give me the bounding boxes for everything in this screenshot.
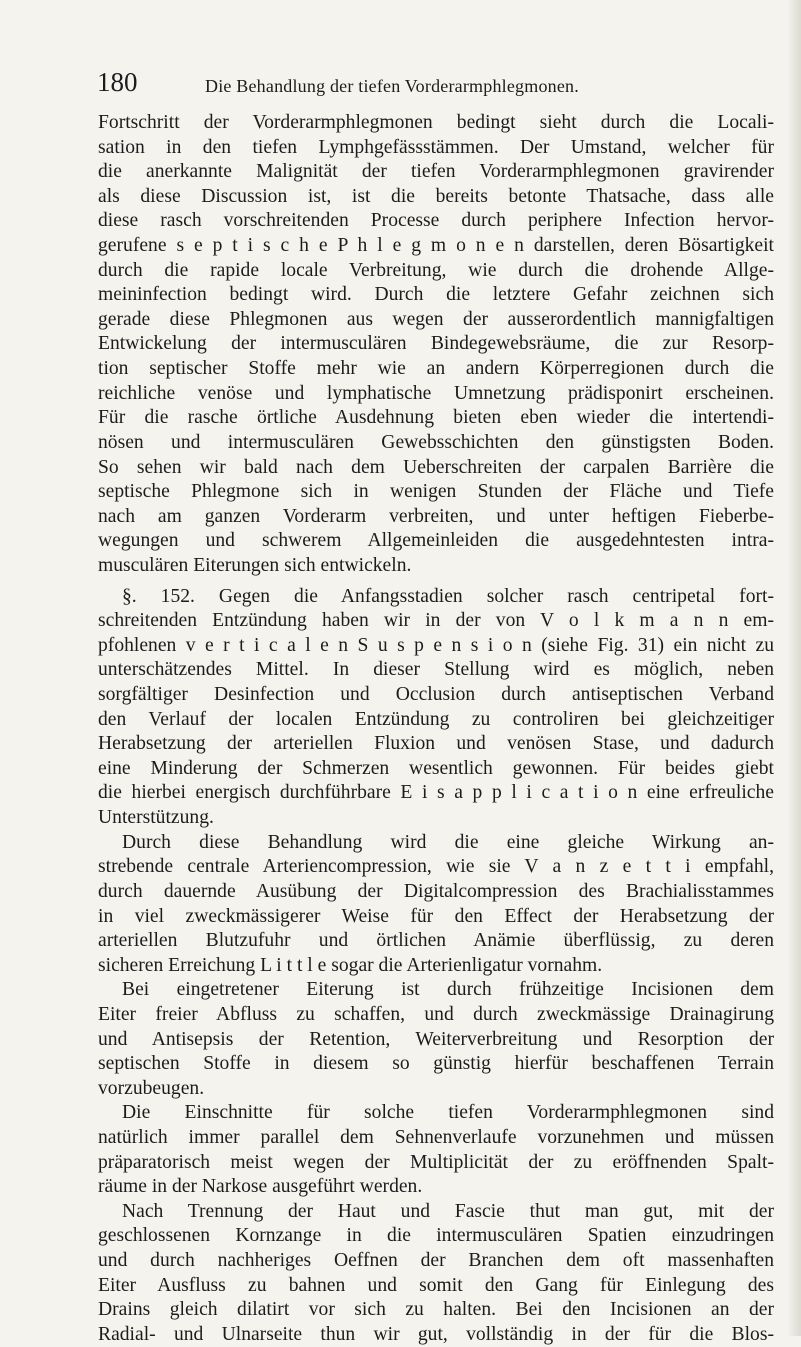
text-line: vorzubeugen.: [98, 1077, 205, 1099]
text-line: durch dauernde Ausübung der Digitalcompression des Brachialisstammes: [98, 880, 774, 902]
text-line: Radial- und Ulnarseite thun wir gut, vollständig in der für die Blos-: [98, 1323, 774, 1345]
text-line: nösen und intermusculären Gewebsschichten den günstigsten Boden.: [98, 431, 774, 453]
text-line: Für die rasche örtliche Ausdehnung bieten eben wieder die intertendi-: [98, 407, 774, 429]
text-line: natürlich immer parallel dem Sehnenverlaufe vorzunehmen und müssen: [98, 1126, 774, 1148]
text-line: den Verlauf der localen Entzündung zu controliren bei gleichzeitiger: [98, 708, 774, 730]
page-number: 180: [97, 67, 138, 97]
text-line: septischen Stoffe in diesem so günstig hierfür beschaffenen Terrain: [98, 1053, 774, 1075]
text-line: §. 152. Gegen die Anfangsstadien solcher rasch centripetal fort-: [122, 585, 774, 607]
text-line: eine Minderung der Schmerzen wesentlich gewonnen. Für beides giebt: [98, 757, 774, 779]
page-edge-shadow: [787, 0, 801, 1336]
text-line: unterschätzendes Mittel. In dieser Stellung wird es möglich, neben: [98, 659, 774, 681]
text-line: präparatorisch meist wegen der Multiplicität der zu eröffnenden Spalt-: [98, 1151, 774, 1173]
text-line: und Antisepsis der Retention, Weiterverbreitung und Resorption der: [98, 1028, 774, 1050]
text-line: meininfection bedingt wird. Durch die letztere Gefahr zeichnen sich: [98, 284, 774, 306]
text-line: gerade diese Phlegmonen aus wegen der ausserordentlich mannigfaltigen: [98, 308, 774, 330]
text-line: Eiter Ausfluss zu bahnen und somit den Gang für Einlegung des: [98, 1274, 774, 1296]
text-line: und durch nachheriges Oeffnen der Branchen dem oft massenhaften: [98, 1250, 774, 1272]
text-line: Eiter freier Abfluss zu schaffen, und durch zweckmässige Drainagirung: [98, 1003, 774, 1025]
text-line: Unterstützung.: [98, 807, 214, 829]
text-line: die anerkannte Malignität der tiefen Vorderarmphlegmonen gravirender: [98, 161, 774, 183]
text-line: musculären Eiterungen sich entwickeln.: [98, 554, 412, 576]
text-line: geschlossenen Kornzange in die intermusculären Spatien einzudringen: [98, 1225, 774, 1247]
text-line: pfohlenen v e r t i c a l e n S u s p e n s i o n (siehe Fig. 31) ein nicht zu: [98, 634, 774, 656]
text-line: Durch diese Behandlung wird die eine gleiche Wirkung an-: [122, 831, 774, 853]
text-line: sicheren Erreichung L i t t l e sogar die Arterienligatur vornahm.: [98, 954, 603, 976]
text-line: tion septischer Stoffe mehr wie an andern Körperregionen durch die: [98, 358, 774, 380]
text-line: in viel zweckmässigerer Weise für den Effect der Herabsetzung der: [98, 905, 774, 927]
text-line: Nach Trennung der Haut und Fascie thut man gut, mit der: [122, 1200, 774, 1222]
text-line: arteriellen Blutzufuhr und örtlichen Anämie überflüssig, zu deren: [98, 930, 774, 952]
text-line: Bei eingetretener Eiterung ist durch frühzeitige Incisionen dem: [122, 979, 774, 1001]
text-line: gerufene s e p t i s c h e P h l e g m o n e n darstellen, deren Bösartigkeit: [98, 235, 774, 257]
body-text: [98, 111, 774, 1347]
text-line: wegungen und schwerem Allgemeinleiden die ausgedehntesten intra-: [98, 530, 774, 552]
text-line: schreitenden Entzündung haben wir in der von V o l k m a n n em-: [98, 610, 774, 632]
text-line: die hierbei energisch durchführbare E i s a p p l i c a t i o n eine erfreuliche: [98, 782, 774, 804]
text-line: sorgfältiger Desinfection und Occlusion durch antiseptischen Verband: [98, 684, 774, 706]
text-line: reichliche venöse und lymphatische Umnetzung prädisponirt erscheinen.: [98, 382, 774, 404]
running-head-title: Die Behandlung der tiefen Vorderarmphlegmonen.: [205, 76, 579, 96]
text-line: als diese Discussion ist, ist die bereits betonte Thatsache, dass alle: [98, 185, 774, 207]
text-line: septische Phlegmone sich in wenigen Stunden der Fläche und Tiefe: [98, 481, 774, 503]
text-line: Entwickelung der intermusculären Bindegewebsräume, die zur Resorp-: [98, 333, 774, 355]
running-head: [97, 66, 777, 106]
text-line: Herabsetzung der arteriellen Fluxion und venösen Stase, und dadurch: [98, 733, 774, 755]
text-line: Drains gleich dilatirt vor sich zu halten. Bei den Incisionen an der: [98, 1299, 774, 1321]
text-line: strebende centrale Arteriencompression, wie sie V a n z e t t i empfahl,: [98, 856, 774, 878]
text-line: nach am ganzen Vorderarm verbreiten, und unter heftigen Fieberbe-: [98, 505, 774, 527]
text-line: Die Einschnitte für solche tiefen Vorderarmphlegmonen sind: [122, 1102, 774, 1124]
text-line: So sehen wir bald nach dem Ueberschreiten der carpalen Barrière die: [98, 456, 774, 478]
text-line: durch die rapide locale Verbreitung, wie durch die drohende Allge-: [98, 259, 774, 281]
text-line: räume in der Narkose ausgeführt werden.: [98, 1176, 423, 1198]
text-line: sation in den tiefen Lymphgefässstämmen. Der Umstand, welcher für: [98, 136, 774, 158]
text-line: diese rasch vorschreitenden Processe durch periphere Infection hervor-: [98, 210, 774, 232]
text-line: Fortschritt der Vorderarmphlegmonen bedingt sieht durch die Locali-: [98, 112, 774, 133]
